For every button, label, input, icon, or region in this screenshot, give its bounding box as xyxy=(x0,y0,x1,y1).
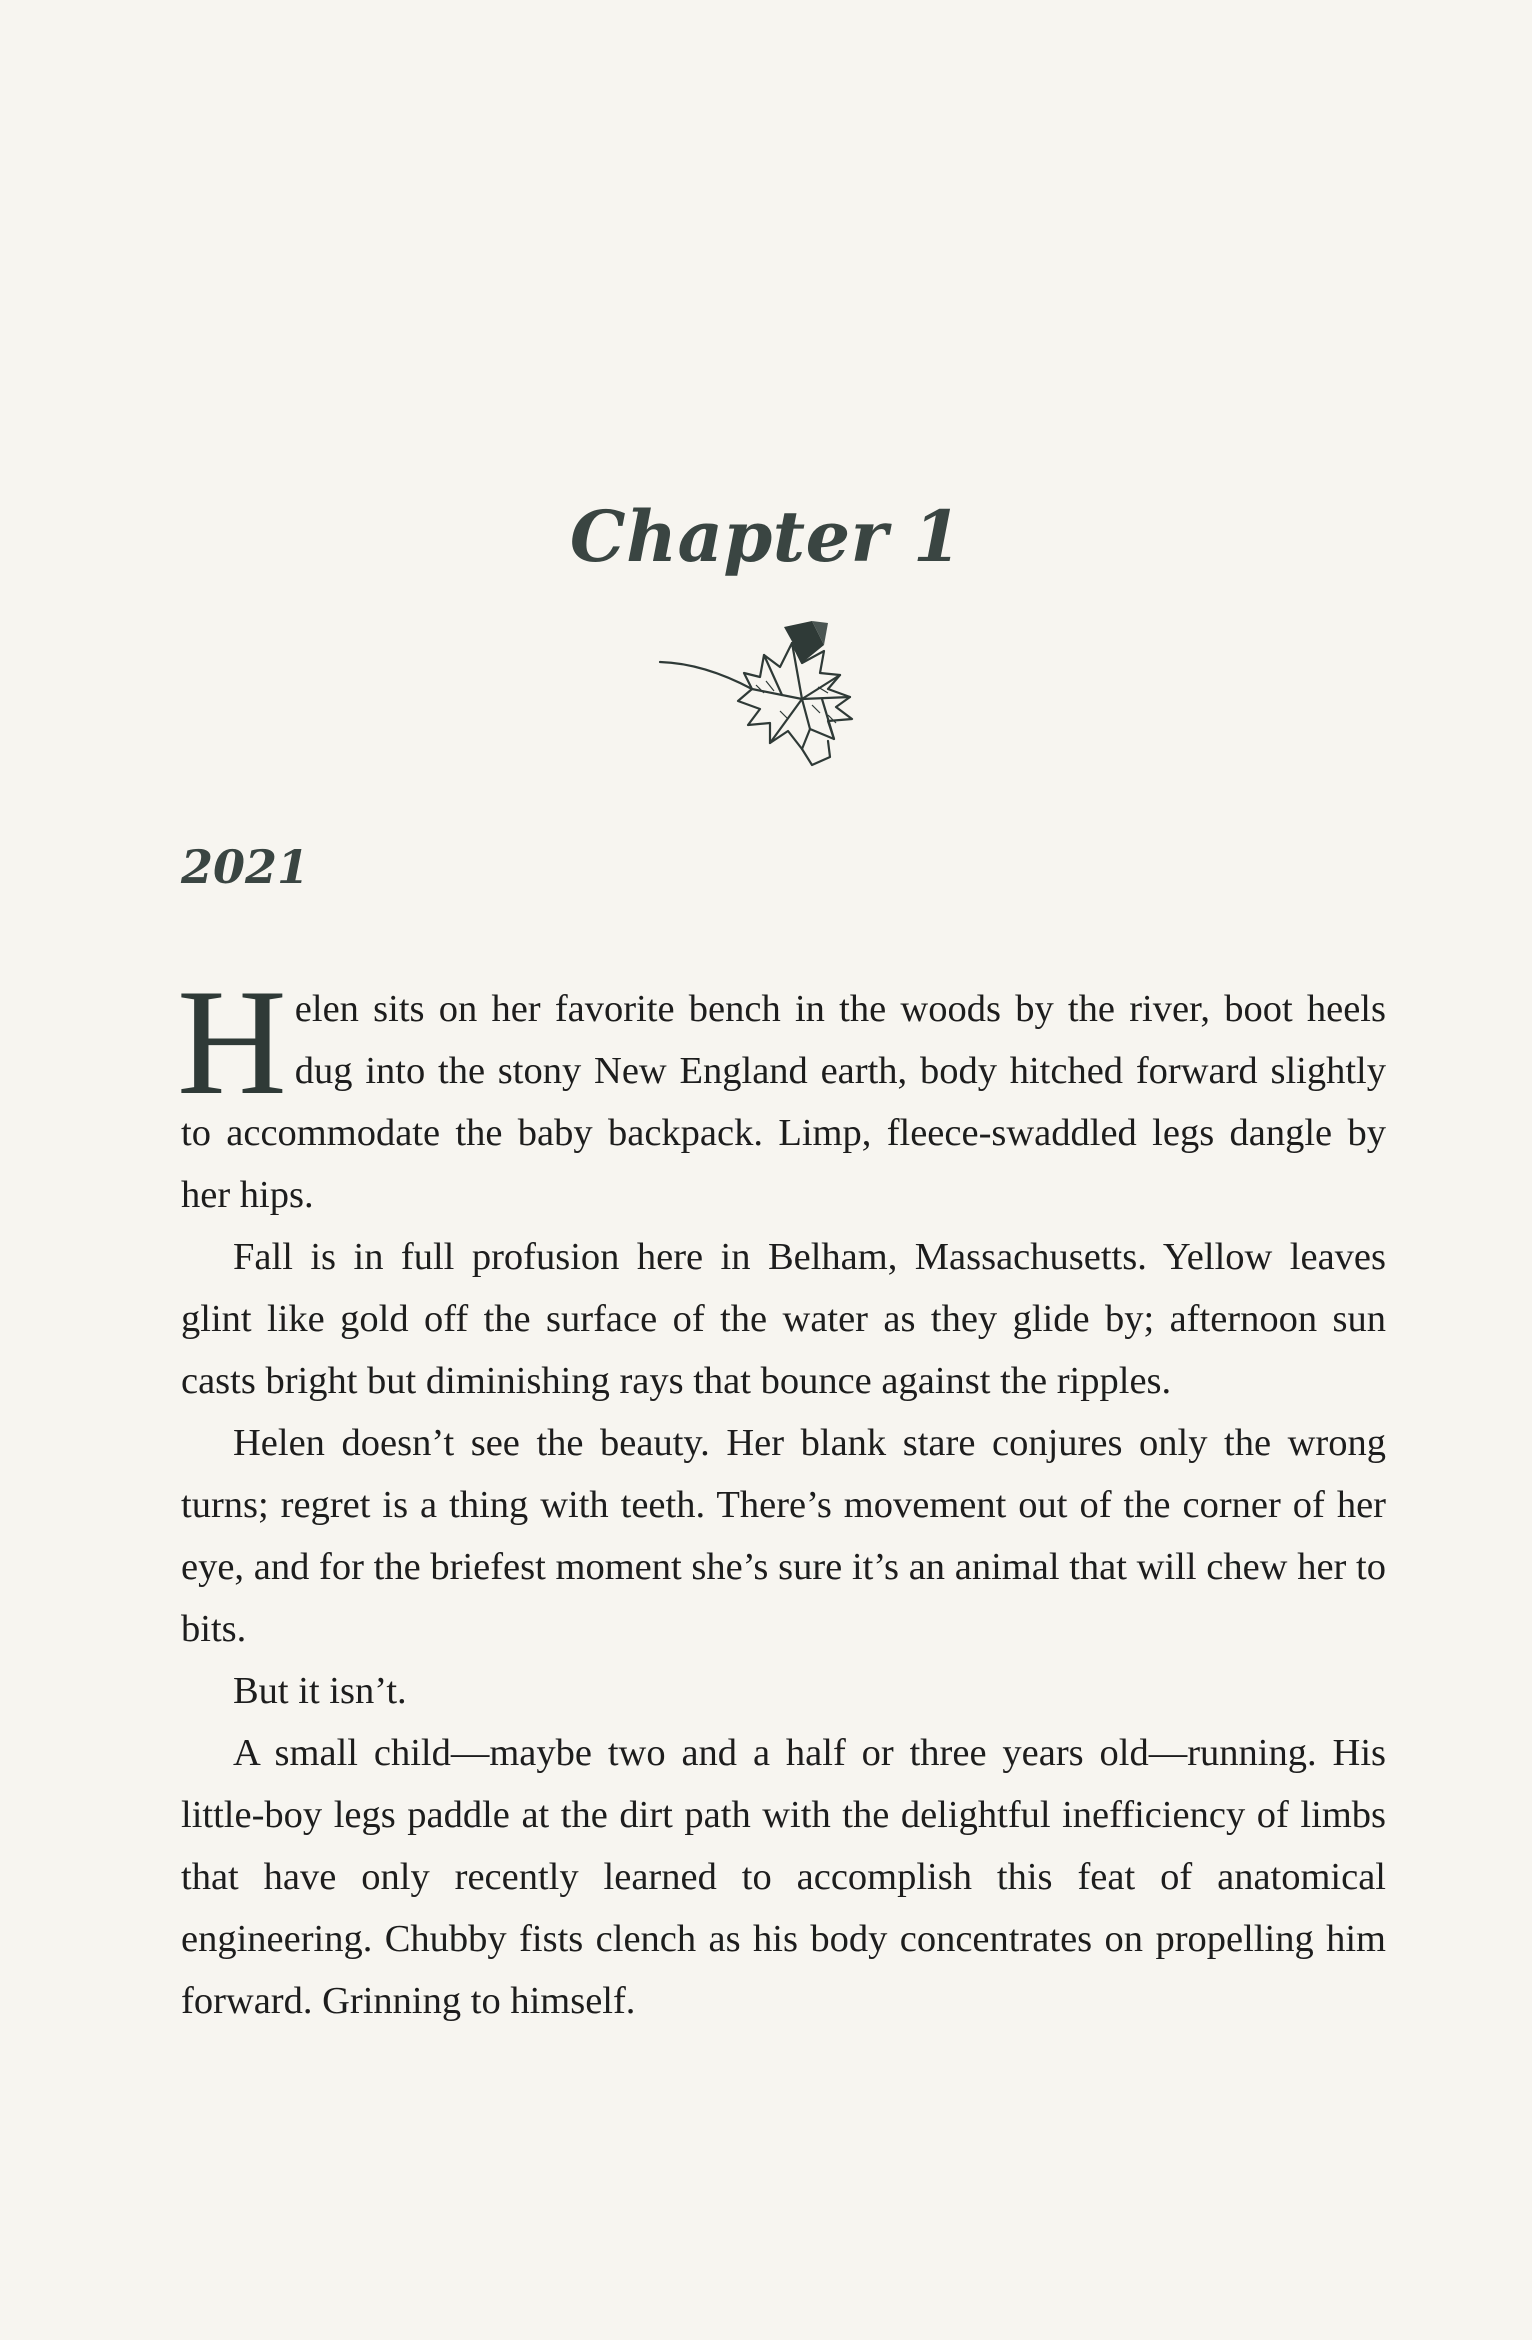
paragraph: Helen doesn’t see the beauty. Her blank stare conjures only the wrong turns; regret is a thing with teeth. There’s movement out of the corner of her eye, and for the briefest moment she’s sure it’s an animal that will chew her to bits. xyxy=(181,1422,1386,1650)
body-text xyxy=(177,958,1386,2032)
paragraph xyxy=(177,958,1386,1226)
paragraph: Fall is in full profusion here in Belham, Massachusetts. Yellow leaves glint like gold off the surface of the water as they glide by; afternoon sun casts bright but diminishing rays that bounce against the ripples. xyxy=(181,1236,1386,1402)
paragraph: But it isn’t. xyxy=(233,1670,407,1712)
drop-cap: H xyxy=(177,958,287,1126)
paragraph: A small child—maybe two and a half or three years old—running. His little-boy legs paddle at the dirt path with the delightful inefficiency of limbs that have only recently learned to accomplish this feat of anatomical engineering. Chubby fists clench as his body concentrates on propelling him forward. Grinning to himself. xyxy=(181,1732,1386,2022)
chapter-title: Chapter 1 xyxy=(569,495,963,578)
maple-leaf-icon xyxy=(652,615,912,775)
paragraph-text: elen sits on her favorite bench in the woods by the river, boot heels dug into the stony New England earth, body hitched forward slightly to accommodate the baby backpack. Limp, fleece-swaddled legs dangle by her hips. xyxy=(181,988,1386,1216)
section-year: 2021 xyxy=(181,840,310,894)
